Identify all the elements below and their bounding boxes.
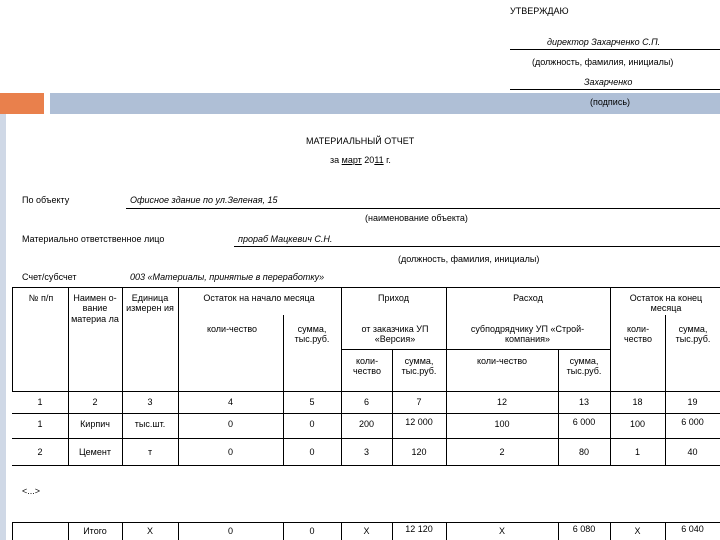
total-out-qty: Х (498, 526, 505, 536)
row-name: Цемент (79, 447, 111, 457)
header-opening: Остаток на начало месяца (203, 293, 315, 303)
row-open-qty: 0 (227, 419, 233, 429)
responsible-label: Материально ответственное лицо (22, 234, 165, 244)
approval-position-value: директор Захарченко С.П. (547, 37, 661, 47)
header-income-qty: коли-чество (352, 356, 381, 377)
column-number: 5 (309, 397, 315, 407)
row-unit: тыс.шт. (134, 419, 166, 429)
account-value: 003 «Материалы, принятые в переработку» (130, 272, 325, 282)
header-expense: Расход (513, 293, 543, 303)
approval-position-line (510, 49, 720, 50)
column-number: 13 (578, 397, 589, 407)
row-open-sum: 0 (309, 447, 315, 457)
row-in-qty: 200 (358, 419, 375, 429)
header-opening-sum: сумма, тыс.руб. (294, 324, 330, 345)
row-close-sum: 40 (687, 447, 698, 457)
column-number: 1 (37, 397, 43, 407)
responsible-caption: (должность, фамилия, инициалы) (398, 254, 540, 264)
total-out-sum: 6 080 (572, 524, 596, 534)
header-opening-qty: коли-чество (206, 324, 258, 334)
responsible-value: прораб Мацкевич С.Н. (238, 234, 333, 244)
row-out-sum: 6 000 (572, 417, 596, 427)
header-closing: Остаток на конец месяца (629, 293, 703, 314)
header-num: № п/п (28, 293, 54, 303)
row-open-qty: 0 (227, 447, 233, 457)
column-number: 3 (147, 397, 153, 407)
object-caption: (наименование объекта) (365, 213, 468, 223)
column-number: 2 (92, 397, 98, 407)
header-income-sum: сумма, тыс.руб. (401, 356, 437, 377)
row-close-sum: 6 000 (681, 417, 704, 427)
row-in-sum: 12 000 (405, 417, 433, 427)
period-year: 2011 (364, 155, 384, 165)
account-label: Счет/субсчет (22, 272, 77, 282)
row-num: 2 (37, 447, 43, 457)
period-prefix: за (330, 155, 340, 165)
column-number: 7 (416, 397, 422, 407)
table-ellipsis: <...> (22, 486, 41, 496)
total-open-qty: 0 (227, 526, 233, 536)
approval-signature-caption: (подпись) (590, 97, 631, 107)
column-number: 4 (227, 397, 233, 407)
total-open-sum: 0 (309, 526, 315, 536)
row-out-qty: 100 (494, 419, 510, 429)
row-name: Кирпич (80, 419, 110, 429)
header-closing-sum: сумма, тыс.руб. (675, 324, 711, 345)
row-out-sum: 80 (578, 447, 589, 457)
object-label: По объекту (22, 195, 70, 205)
row-open-sum: 0 (309, 419, 315, 429)
approval-position-caption: (должность, фамилия, инициалы) (532, 57, 674, 67)
decor-left-square (0, 93, 44, 114)
header-unit: Единица измерен ия (126, 293, 174, 314)
period-suffix: г. (386, 155, 391, 165)
row-in-sum: 120 (411, 447, 427, 457)
header-expense-to: субподрядчику УП «Строй-компания» (470, 324, 585, 345)
header-income: Приход (378, 293, 409, 303)
column-number: 12 (496, 397, 507, 407)
header-expense-qty: коли-чество (476, 356, 528, 366)
total-close-qty: Х (634, 526, 641, 536)
row-out-qty: 2 (499, 447, 505, 457)
header-expense-sum: сумма, тыс.руб. (566, 356, 602, 377)
total-in-sum: 12 120 (405, 524, 433, 534)
row-unit: т (147, 447, 153, 457)
total-close-sum: 6 040 (681, 524, 704, 534)
approval-signature-value: Захарченко (584, 77, 633, 87)
header-income-from: от заказчика УП «Версия» (361, 324, 429, 345)
row-num: 1 (37, 419, 43, 429)
column-number: 6 (363, 397, 369, 407)
decor-left-bar (0, 114, 6, 540)
report-title: МАТЕРИАЛЬНЫЙ ОТЧЕТ (306, 136, 415, 146)
total-label: Итого (83, 526, 107, 536)
approval-heading: УТВЕРЖДАЮ (510, 6, 569, 16)
approval-signature-line (510, 89, 720, 90)
period-month: март (341, 155, 362, 165)
object-line (126, 208, 720, 209)
total-unit: Х (146, 526, 153, 536)
column-number: 19 (687, 397, 698, 407)
row-close-qty: 1 (634, 447, 640, 457)
header-closing-qty: коли-чество (623, 324, 652, 345)
responsible-line (234, 246, 720, 247)
column-number: 18 (632, 397, 643, 407)
total-in-qty: Х (363, 526, 370, 536)
object-value: Офисное здание по ул.Зеленая, 15 (130, 195, 278, 205)
report-period (330, 155, 391, 165)
row-in-qty: 3 (363, 447, 369, 457)
row-close-qty: 100 (629, 419, 646, 429)
header-name: Наимен о-вание материа ла (71, 293, 119, 324)
